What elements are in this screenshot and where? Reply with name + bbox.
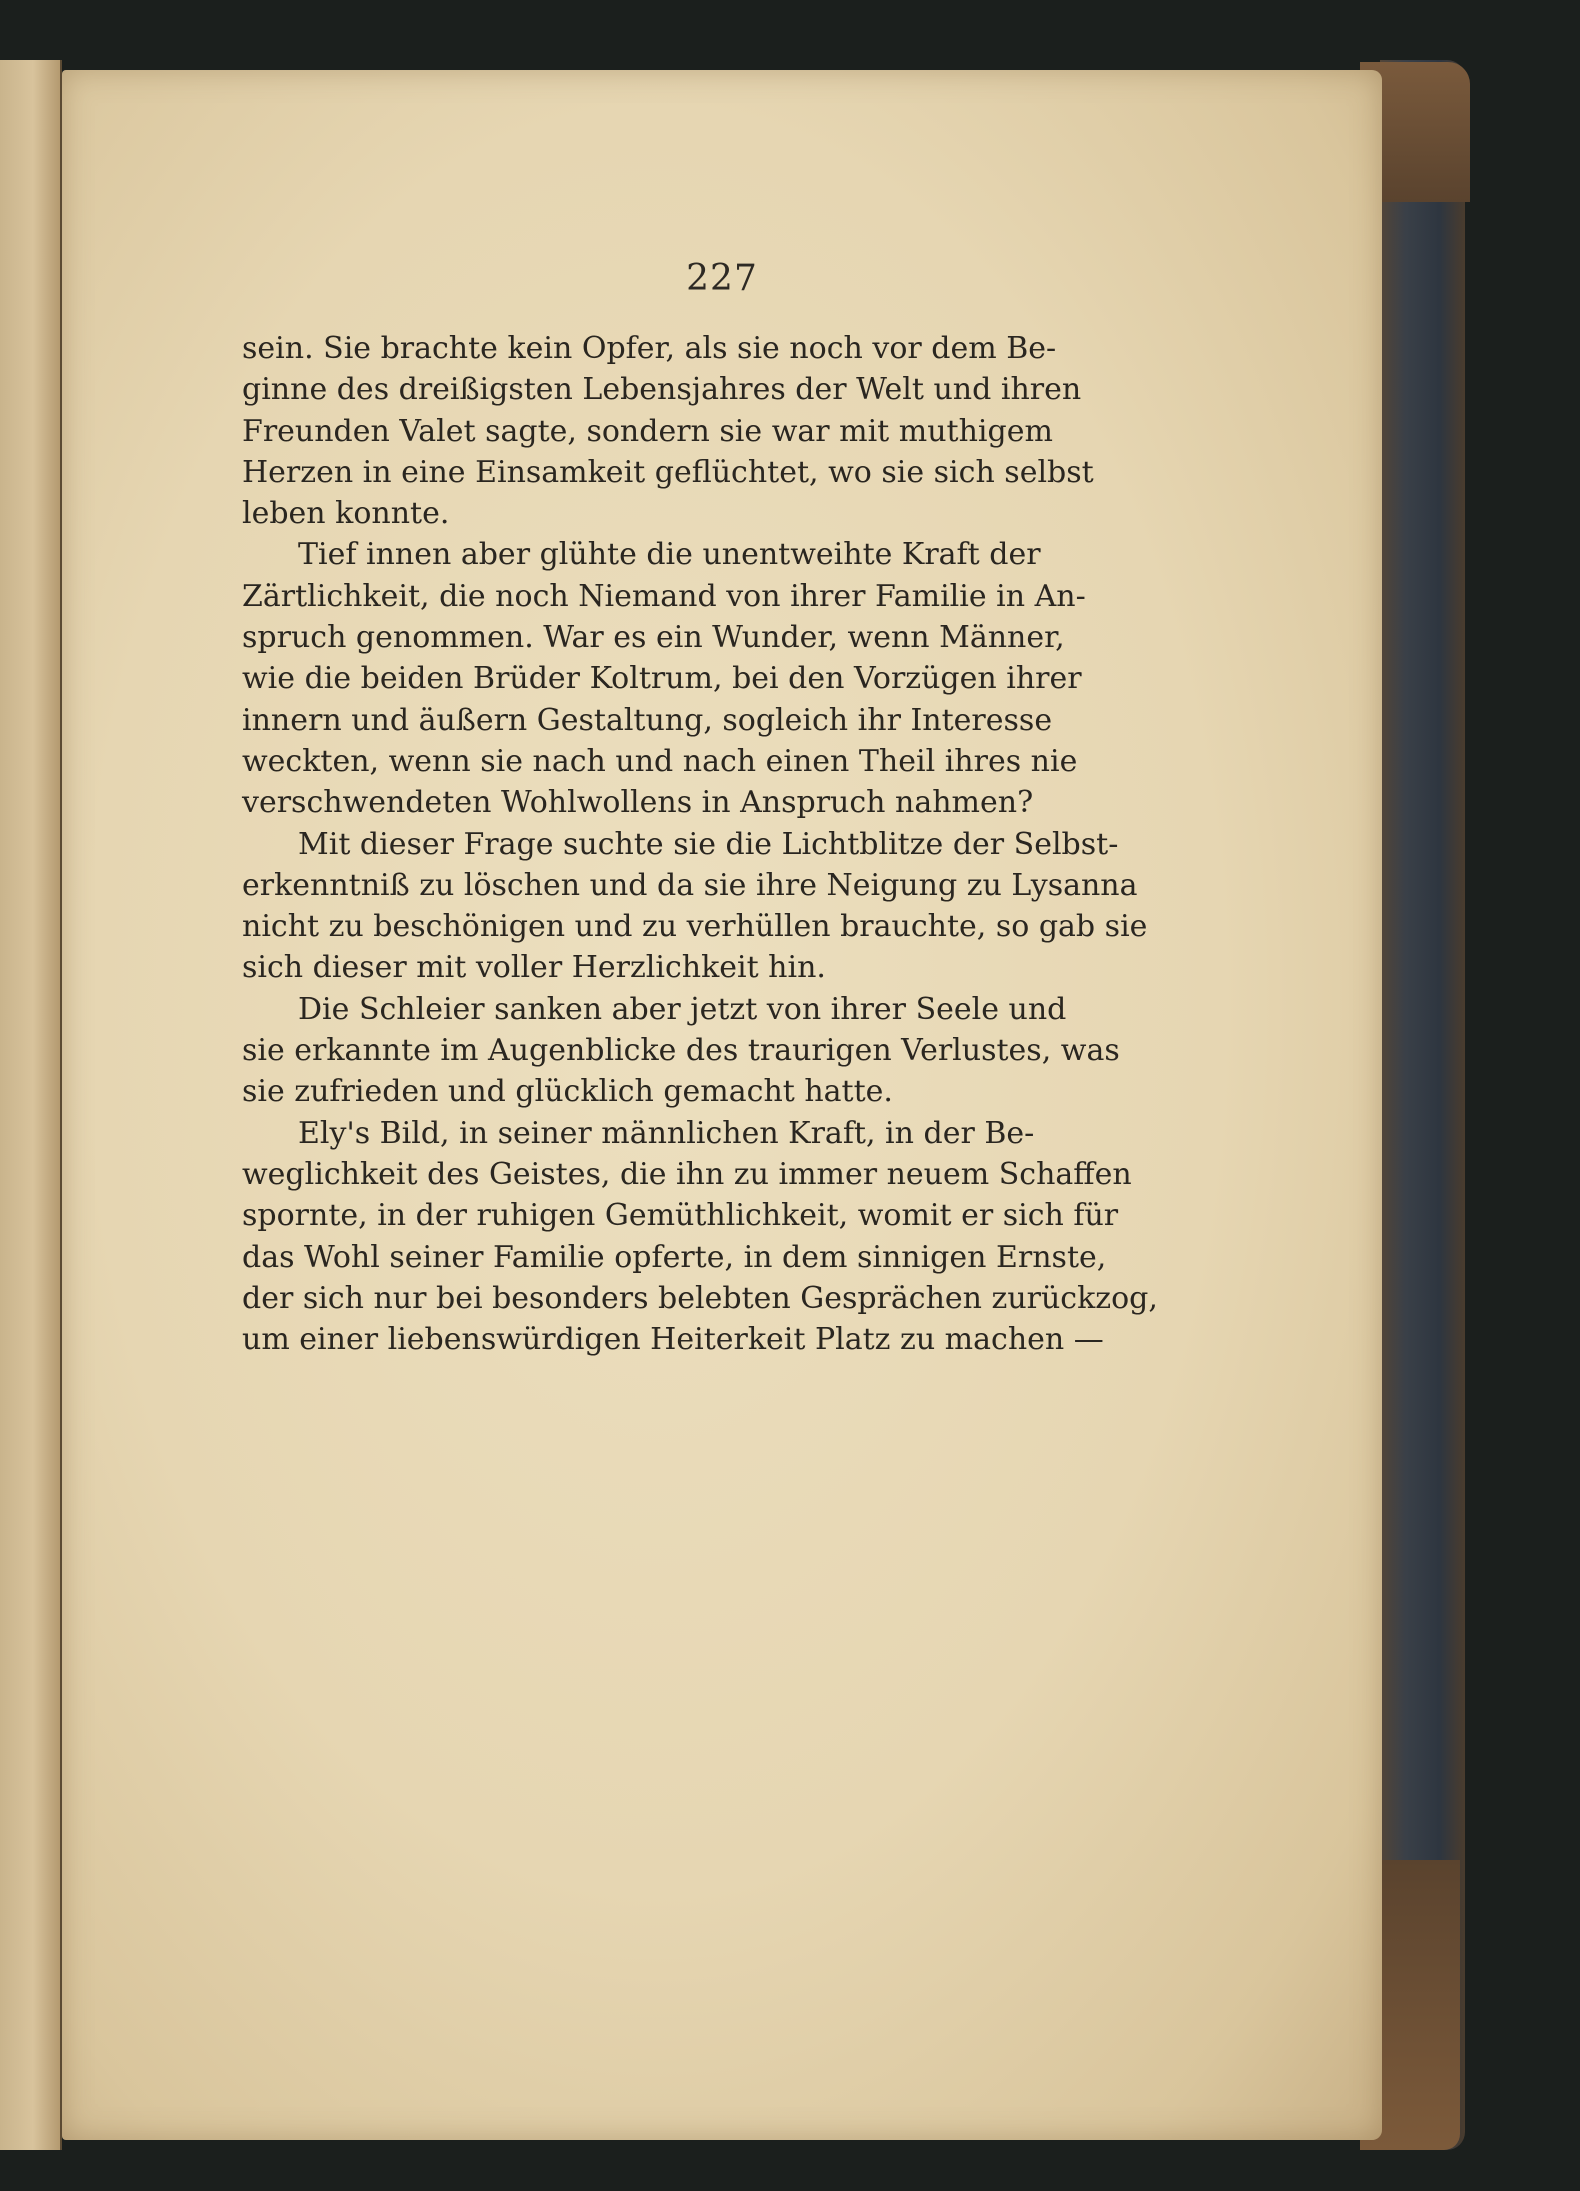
text-line: nicht zu beschönigen und zu verhüllen brauchte, so gab sie — [242, 909, 1148, 945]
text-line: innern und äußern Gestaltung, sogleich ihr Interesse — [242, 702, 1053, 738]
book-page — [62, 70, 1382, 2140]
text-line: Zärtlichkeit, die noch Niemand von ihrer Familie in An- — [242, 578, 1086, 614]
book-cover-edge — [1380, 60, 1465, 2150]
text-line: spornte, in der ruhigen Gemüthlichkeit, womit er sich für — [242, 1198, 1119, 1234]
text-line: wie die beiden Brüder Koltrum, bei den Vorzügen ihrer — [242, 661, 1082, 697]
text-line: weglichkeit des Geistes, die ihn zu immer neuem Schaffen — [242, 1156, 1132, 1192]
text-line: sie erkannte im Augenblicke des traurigen Verlustes, was — [242, 1033, 1120, 1069]
text-line: Tief innen aber glühte die unentweihte Kraft der — [298, 537, 1041, 573]
text-line: Ely's Bild, in seiner männlichen Kraft, in der Be- — [298, 1115, 1035, 1151]
text-line: das Wohl seiner Familie opferte, in dem sinnigen Ernste, — [242, 1239, 1107, 1275]
text-line: verschwendeten Wohlwollens in Anspruch nahmen? — [242, 785, 1034, 821]
text-line: ginne des dreißigsten Lebensjahres der Welt und ihren — [242, 372, 1082, 408]
text-line: sein. Sie brachte kein Opfer, als sie noch vor dem Be- — [242, 331, 1057, 366]
text-line: weckten, wenn sie nach und nach einen Theil ihres nie — [242, 743, 1078, 779]
text-line: spruch genommen. War es ein Wunder, wenn Männer, — [242, 620, 1065, 656]
text-line: leben konnte. — [242, 496, 450, 532]
text-line: erkenntniß zu löschen und da sie ihre Neigung zu Lysanna — [242, 867, 1138, 903]
text-line: Herzen in eine Einsamkeit geflüchtet, wo sie sich selbst — [242, 454, 1094, 490]
text-line: Freunden Valet sagte, sondern sie war mit muthigem — [242, 413, 1053, 449]
page-number: 227 — [686, 258, 758, 299]
left-page-edge — [0, 60, 62, 2150]
text-line: Die Schleier sanken aber jetzt von ihrer Seele und — [298, 991, 1067, 1027]
text-line: Mit dieser Frage suchte sie die Lichtblitze der Selbst- — [298, 826, 1119, 862]
text-line: der sich nur bei besonders belebten Gesprächen zurückzog, — [242, 1280, 1158, 1316]
text-line: sich dieser mit voller Herzlichkeit hin. — [242, 950, 826, 986]
text-line: sie zufrieden und glücklich gemacht hatte. — [242, 1074, 893, 1110]
text-line: um einer liebenswürdigen Heiterkeit Platz zu machen — — [242, 1322, 1104, 1358]
page-body-text — [242, 328, 1158, 1360]
